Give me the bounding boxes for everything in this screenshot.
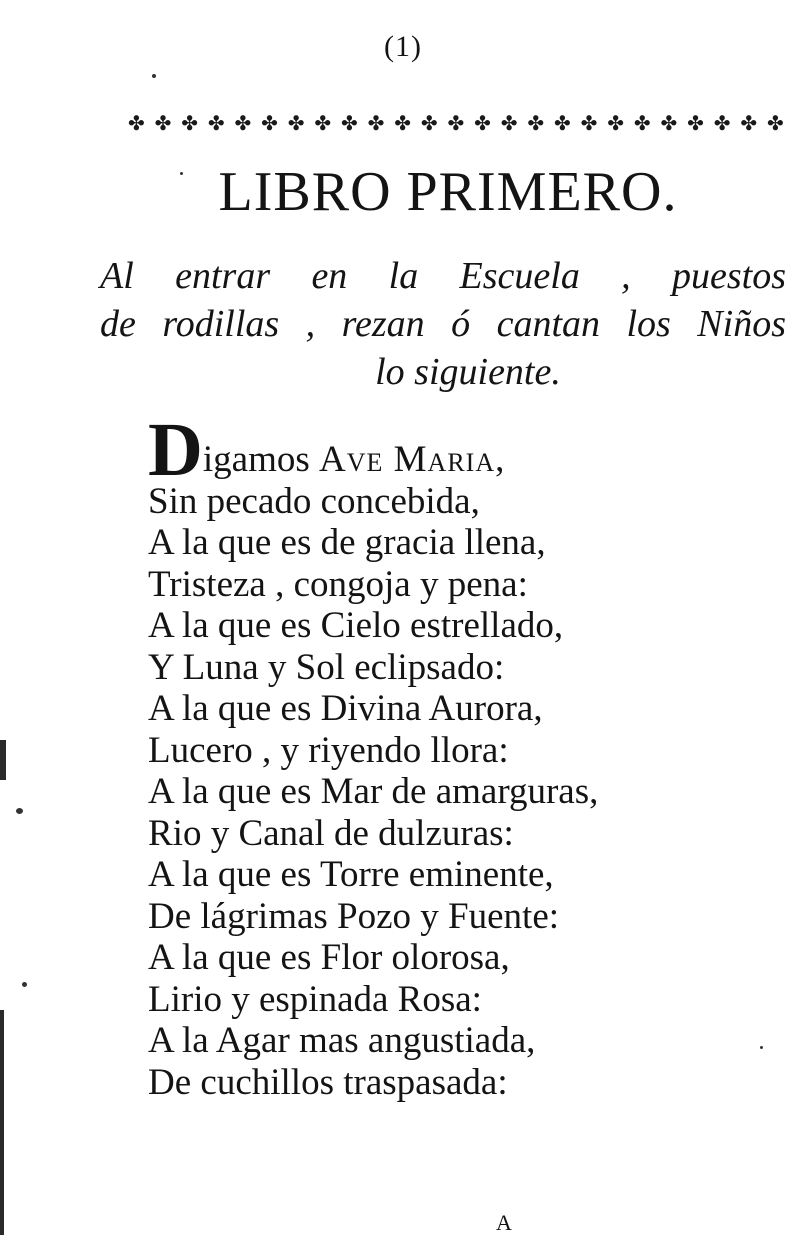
ornament-glyph: ✤ [207, 111, 225, 135]
page-edge-mark [0, 1010, 4, 1235]
scan-speck [760, 1046, 763, 1049]
verse-line: A la que es Cielo estrellado, [148, 605, 564, 646]
page-number: (1) [384, 30, 422, 63]
ornament-glyph: ✤ [128, 111, 145, 135]
ornament-glyph: ✤ [607, 111, 625, 135]
rubric-line-2: de rodillas , rezan ó cantan los Niños [100, 303, 786, 345]
page-edge-mark [0, 740, 6, 780]
verse-line: A la que es Flor olorosa, [148, 937, 510, 978]
verse-smallcaps-text: Ave Maria [319, 439, 496, 480]
verse-line: A la que es Divina Aurora, [148, 688, 543, 729]
ornament-glyph: ✤ [474, 111, 491, 135]
verse-line: Tristeza , congoja y pena: [148, 563, 528, 605]
verse-line: A la que es Mar de amarguras, [148, 771, 599, 812]
scan-speck [22, 982, 27, 987]
ornament-glyph: ✤ [420, 111, 438, 135]
ornament-glyph: ✤ [447, 111, 465, 135]
ornament-glyph: ✤ [394, 111, 412, 135]
ornament-glyph: ✤ [500, 111, 518, 135]
drop-cap-initial: D [148, 408, 203, 492]
ornament-glyph: ✤ [687, 111, 704, 135]
ornament-glyph: ✤ [633, 111, 651, 135]
verse-first-punct: , [495, 439, 505, 480]
ornament-glyph: ✤ [580, 111, 598, 135]
verse-line: De lágrimas Pozo y Fuente: [148, 895, 560, 937]
verse-block [148, 408, 788, 1103]
verse-line: Sin pecado concebida, [148, 480, 480, 522]
ornament-glyph: ✤ [713, 111, 731, 135]
ornament-glyph: ✤ [261, 111, 278, 135]
ornament-glyph: ✤ [341, 111, 358, 135]
ornament-glyph: ✤ [287, 111, 305, 135]
scan-speck [16, 808, 23, 814]
chapter-title: LIBRO PRIMERO. [218, 161, 678, 223]
verse-line: Lirio y espinada Rosa: [148, 978, 482, 1020]
verse-line: Y Luna y Sol eclipsado: [148, 646, 505, 688]
verse-first-text: igamos [202, 439, 320, 480]
ornament-glyph: ✤ [181, 111, 199, 135]
ornament-glyph: ✤ [660, 111, 678, 135]
rubric-instruction [100, 252, 786, 396]
ornament-glyph: ✤ [234, 111, 252, 135]
rubric-line-3: lo siguiente. [375, 351, 561, 393]
verse-line: Rio y Canal de dulzuras: [148, 812, 514, 854]
verse-line: De cuchillos traspasada: [148, 1061, 508, 1103]
verse-line: A la Agar mas angustiada, [148, 1020, 536, 1061]
verse-line: A la que es Torre eminente, [148, 854, 554, 895]
verse-line-first [148, 408, 788, 492]
verse-line: Lucero , y riyendo llora: [148, 729, 509, 771]
ornament-glyph: ✤ [740, 111, 758, 135]
ornament-glyph: ✤ [767, 111, 784, 135]
catchword: A [496, 1210, 513, 1235]
scan-speck [152, 74, 156, 78]
ornament-glyph: ✤ [554, 111, 571, 135]
ornament-glyph: ✤ [314, 111, 332, 135]
ornament-glyph: ✤ [367, 111, 385, 135]
ornament-glyph: ✤ [527, 111, 545, 135]
scan-speck [180, 172, 183, 175]
ornamental-rule [128, 106, 784, 140]
ornament-glyph: ✤ [154, 111, 172, 135]
rubric-line-1: Al entrar en la Escuela , puestos [100, 255, 786, 297]
verse-line: A la que es de gracia llena, [148, 522, 546, 563]
